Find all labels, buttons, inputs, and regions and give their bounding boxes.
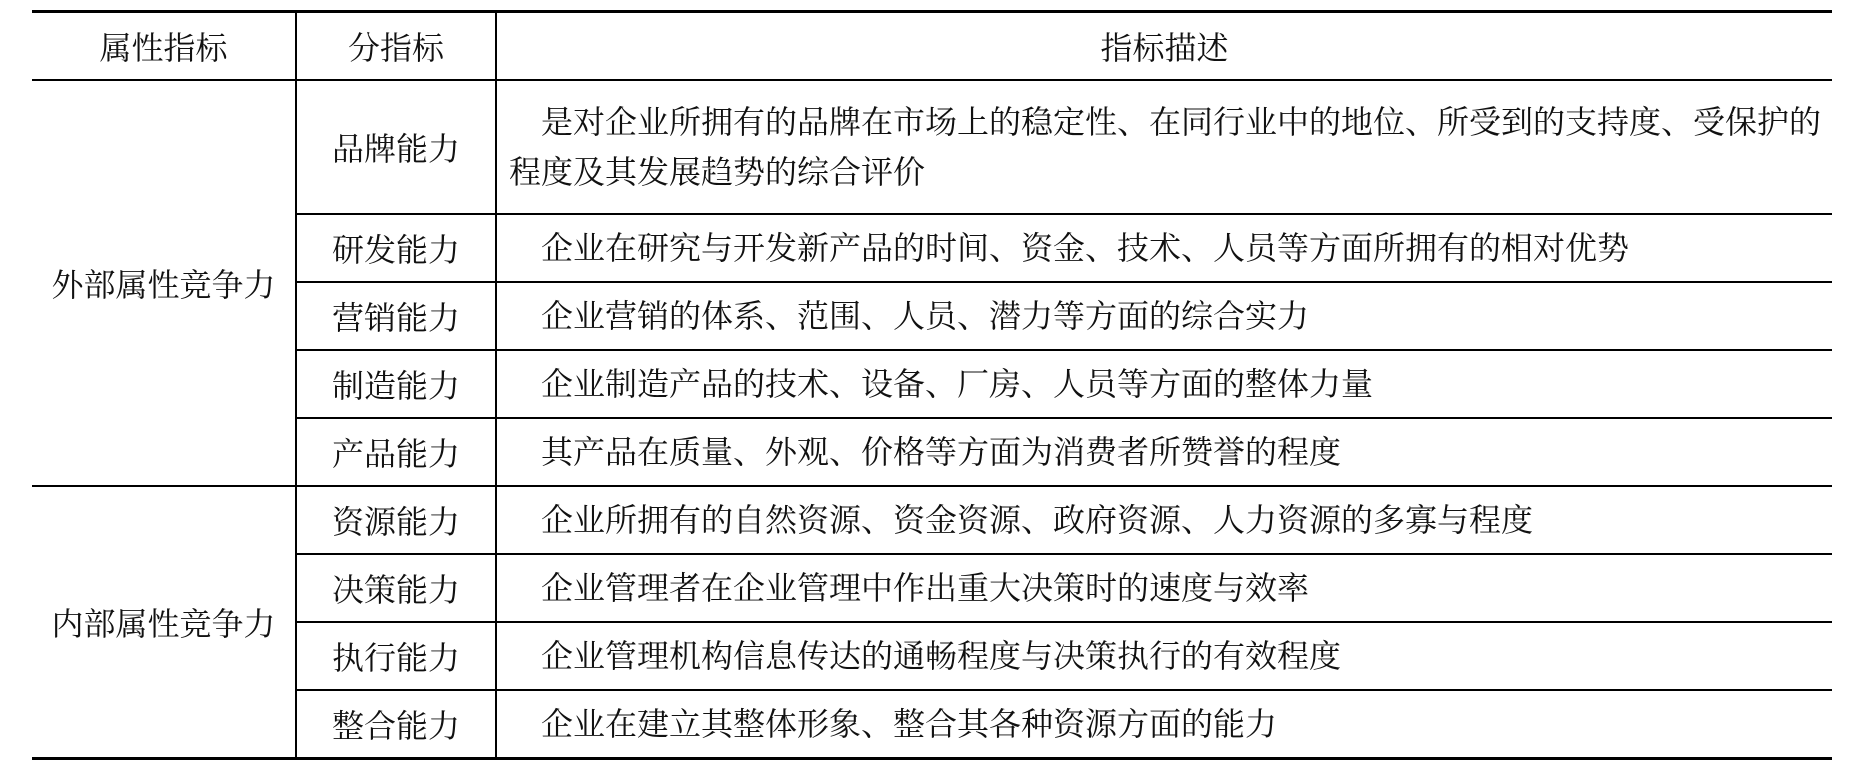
description-cell: 其产品在质量、外观、价格等方面为消费者所赞誉的程度 — [541, 433, 1342, 471]
indicator-table — [32, 10, 1832, 760]
description-cell: 企业在建立其整体形象、整合其各种资源方面的能力 — [541, 705, 1278, 743]
sub-indicator-cell: 品牌能力 — [296, 80, 496, 214]
sub-indicator-cell: 营销能力 — [296, 282, 496, 350]
header-attribute: 属性指标 — [32, 12, 296, 81]
sub-indicator-cell: 执行能力 — [296, 622, 496, 690]
table-row — [32, 282, 1832, 350]
attribute-cell-external: 外部属性竞争力 — [32, 80, 296, 486]
description-cell: 企业所拥有的自然资源、资金资源、政府资源、人力资源的多寡与程度 — [541, 501, 1534, 539]
attribute-cell-internal: 内部属性竞争力 — [32, 486, 296, 759]
sub-indicator-cell: 制造能力 — [296, 350, 496, 418]
header-sub-indicator: 分指标 — [296, 12, 496, 81]
table-row — [32, 214, 1832, 282]
table-row — [32, 80, 1832, 214]
table-row — [32, 690, 1832, 759]
sub-indicator-cell: 决策能力 — [296, 554, 496, 622]
description-cell: 企业在研究与开发新产品的时间、资金、技术、人员等方面所拥有的相对优势 — [541, 229, 1630, 267]
description-cell: 是对企业所拥有的品牌在市场上的稳定性、在同行业中的地位、所受到的支持度、受保护的程度及其发展趋势的综合评价 — [509, 103, 1822, 191]
table-row — [32, 622, 1832, 690]
indicator-table-container — [32, 10, 1832, 760]
sub-indicator-cell: 资源能力 — [296, 486, 496, 554]
header-row — [32, 12, 1832, 81]
description-cell: 企业管理者在企业管理中作出重大决策时的速度与效率 — [541, 569, 1310, 607]
header-description: 指标描述 — [1100, 29, 1229, 67]
table-row — [32, 350, 1832, 418]
table-row — [32, 418, 1832, 486]
table-header — [32, 12, 1832, 81]
description-cell: 企业制造产品的技术、设备、厂房、人员等方面的整体力量 — [541, 365, 1374, 403]
sub-indicator-cell: 研发能力 — [296, 214, 496, 282]
description-cell: 企业营销的体系、范围、人员、潜力等方面的综合实力 — [541, 297, 1310, 335]
sub-indicator-cell: 整合能力 — [296, 690, 496, 759]
table-row — [32, 554, 1832, 622]
description-cell: 企业管理机构信息传达的通畅程度与决策执行的有效程度 — [541, 637, 1342, 675]
table-row — [32, 486, 1832, 554]
table-body — [32, 80, 1832, 759]
sub-indicator-cell: 产品能力 — [296, 418, 496, 486]
